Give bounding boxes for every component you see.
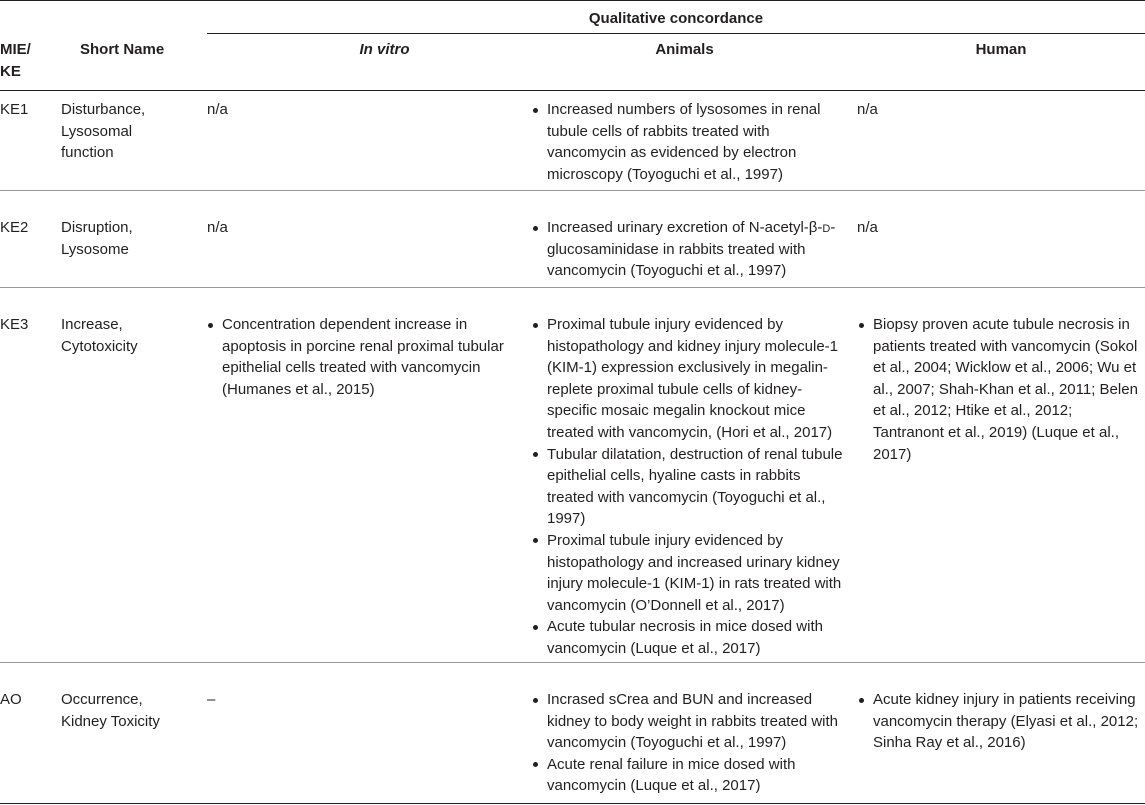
bullet-line: Tubular dilatation, destruction of renal tubule — [547, 445, 843, 463]
bullet-line: kidney to body weight in rabbits treated with — [547, 712, 838, 730]
bullet-line-prefix: Increased urinary excretion of N-acetyl-β- — [547, 219, 823, 236]
animals-list — [531, 217, 835, 282]
bullet-line — [547, 217, 835, 239]
bullet-line: patients treated with vancomycin (Sokol — [873, 337, 1138, 355]
header-short-name: Short Name — [80, 41, 165, 58]
human-cell: n/a — [857, 101, 878, 118]
bullet-line: microscopy (Toyoguchi et al., 1997) — [547, 165, 783, 183]
bullet-line: tubule cells of rabbits treated with — [547, 122, 770, 140]
bullet-line: Tantranont et al., 2019) (Luque et al., — [873, 423, 1119, 441]
short-name-line: function — [61, 144, 114, 162]
row-divider — [0, 190, 1145, 191]
header-in-vitro: In vitro — [359, 41, 410, 58]
bullet-line: et al., 2004; Wicklow et al., 2006; Wu et — [873, 359, 1137, 377]
bullet-line: (KIM-1) expression exclusively in megalin- — [547, 359, 828, 377]
list-item — [531, 444, 842, 530]
list-item — [857, 314, 1138, 465]
bullet-line: vancomycin (O’Donnell et al., 2017) — [547, 596, 785, 614]
row-id: KE3 — [0, 316, 29, 333]
bullet-line-suffix: - — [830, 219, 836, 236]
bullet-line: Acute renal failure in mice dosed with — [547, 755, 796, 773]
bullet-line: epithelial cells treated with vancomycin — [222, 359, 481, 377]
list-item — [857, 689, 1138, 754]
bullet-line: Proximal tubule injury evidenced by — [547, 531, 783, 549]
in-vitro-cell: n/a — [207, 219, 228, 236]
list-item — [531, 689, 838, 754]
bullet-line: vancomycin (Toyoguchi et al., 1997) — [547, 734, 787, 752]
in-vitro-cell: – — [207, 691, 216, 708]
list-item — [531, 616, 842, 659]
short-name-line: Cytotoxicity — [61, 337, 138, 355]
bullet-line: treated with vancomycin, (Hori et al., 2017) — [547, 423, 833, 441]
animals-list — [531, 689, 838, 797]
header-animals: Animals — [655, 41, 714, 58]
short-name-line: Disturbance, — [61, 101, 146, 118]
row-id: KE1 — [0, 101, 29, 118]
bullet-line: glucosaminidase in rabbits treated with — [547, 240, 806, 258]
row-divider — [0, 662, 1145, 663]
animals-list — [531, 99, 820, 185]
list-item — [531, 754, 838, 797]
short-name-line: Occurrence, — [61, 691, 143, 708]
table-bottom-rule — [0, 803, 1145, 804]
human-cell: n/a — [857, 219, 878, 236]
short-name-line: Kidney Toxicity — [61, 712, 160, 730]
header-mie-ke — [0, 39, 31, 82]
group-header-rule — [207, 33, 1145, 34]
short-name-line: Disruption, — [61, 219, 133, 236]
bullet-line: 2017) — [873, 445, 912, 463]
bullet-line: vancomycin (Luque et al., 2017) — [547, 777, 761, 795]
small-caps-d: d — [822, 219, 831, 236]
bullet-line: vancomycin (Toyoguchi et al., 1997) — [547, 262, 787, 280]
header-qualitative-concordance: Qualitative concordance — [588, 10, 764, 27]
header-bottom-rule — [0, 90, 1145, 91]
human-list — [857, 314, 1138, 465]
bullet-line: al., 2007; Shah-Khan et al., 2011; Belen — [873, 380, 1138, 398]
in-vitro-cell: n/a — [207, 101, 228, 118]
bullet-line: vancomycin as evidenced by electron — [547, 144, 797, 162]
short-name-line: Lysosome — [61, 240, 129, 258]
bullet-line: Incrased sCrea and BUN and increased — [547, 691, 813, 708]
table-top-rule — [0, 0, 1145, 1]
human-list — [857, 689, 1138, 754]
row-divider — [0, 287, 1145, 288]
bullet-line: apoptosis in porcine renal proximal tubular — [222, 337, 504, 355]
list-item — [531, 217, 835, 282]
short-name-cell — [61, 217, 133, 260]
bullet-line: epithelial cells, hyaline casts in rabbits — [547, 467, 801, 485]
bullet-line: (Humanes et al., 2015) — [222, 380, 375, 398]
bullet-line: vancomycin therapy (Elyasi et al., 2012; — [873, 712, 1139, 730]
short-name-line: Lysosomal — [61, 122, 133, 140]
bullet-line: et al., 2012; Htike et al., 2012; — [873, 402, 1073, 420]
bullet-line: histopathology and kidney injury molecule-1 — [547, 337, 839, 355]
bullet-line: Increased numbers of lysosomes in renal — [547, 101, 821, 118]
bullet-line: specific mosaic megalin knockout mice — [547, 402, 806, 420]
short-name-cell — [61, 99, 145, 164]
list-item — [531, 530, 842, 616]
animals-list — [531, 314, 842, 660]
bullet-line: Sinha Ray et al., 2016) — [873, 734, 1026, 752]
bullet-line: vancomycin (Luque et al., 2017) — [547, 639, 761, 657]
short-name-line: Increase, — [61, 316, 123, 333]
bullet-line: treated with vancomycin (Toyoguchi et al., — [547, 488, 826, 506]
header-mie-ke-line: KE — [0, 62, 21, 80]
list-item — [206, 314, 504, 400]
bullet-line: replete proximal tubule cells of kidney- — [547, 380, 803, 398]
row-id: KE2 — [0, 219, 29, 236]
bullet-line: Acute tubular necrosis in mice dosed with — [547, 618, 823, 636]
bullet-line: Acute kidney injury in patients receiving — [873, 691, 1136, 708]
short-name-cell — [61, 689, 160, 732]
bullet-line: Concentration dependent increase in — [222, 316, 468, 333]
list-item — [531, 99, 820, 185]
bullet-line: injury molecule-1 (KIM-1) in rats treated with — [547, 575, 842, 593]
bullet-line: histopathology and increased urinary kidney — [547, 553, 840, 571]
header-human: Human — [975, 41, 1027, 58]
bullet-line: Biopsy proven acute tubule necrosis in — [873, 316, 1130, 333]
list-item — [531, 314, 842, 444]
short-name-cell — [61, 314, 138, 357]
header-mie-ke-line: MIE/ — [0, 41, 31, 58]
bullet-line: Proximal tubule injury evidenced by — [547, 316, 783, 333]
bullet-line: 1997) — [547, 510, 586, 528]
in-vitro-list — [206, 314, 504, 400]
row-id: AO — [0, 691, 22, 708]
